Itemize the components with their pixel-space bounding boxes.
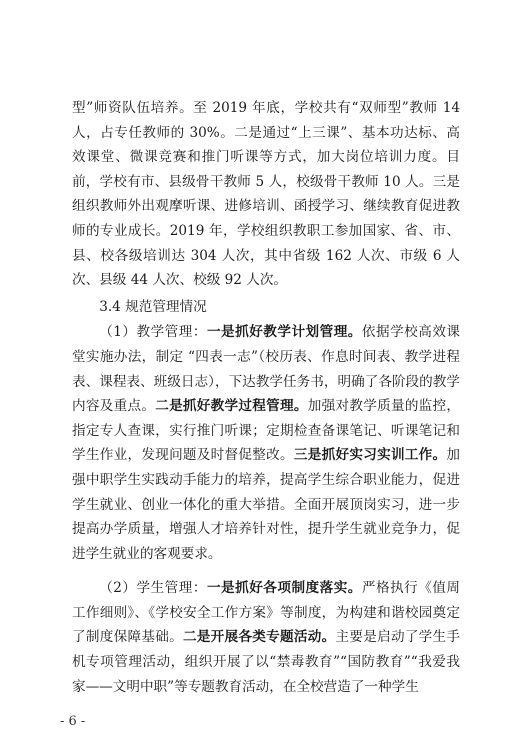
teaching-text-2: 加强对教学质量的监控，指定专人查课，实行推门听课；定期检查备课笔记、听课笔记和学生作业，发现问题及时督促整改。 [72,398,461,464]
section-heading: 3.4 规范管理情况 [99,298,207,315]
training-text: 型”师资队伍培养。至 2019 年底，学校共有“双师型”教师 14 人，占专任教师的 30%。二是通过“上三课”、基本功达标、高效课堂、微课竞赛和推门听课等方式，加大岗位培训力度。目前，学校有市、县级骨干教师 5 人，校级骨干教师 10 人。三是组织教师外出观摩听课、进修培训、函授学习、继续教育促进教师的专业成长。2019 年，学校组织教职工参加国家、省、市、县、校各级培训达 304 人次，其中省级 162 人次、市级 6 人次、县级 44 人次、校级 92 人次。 [72,100,460,289]
page-number: - 6 - [60,714,86,729]
teaching-point-3: 三是抓好实习实训工作。 [293,447,447,464]
student-management-paragraph [72,576,460,699]
teaching-text-1: 依据学校高效课堂实施办法，制定 “四表一志”（校历表、作息时间表、教学进程表、课程表、班级日志），下达教学任务书，明确了各阶段的教学内容及重点。 [72,324,461,415]
student-text-2: 主要是启动了学生手机专项管理活动，组织开展了以“禁毒教育”“国防教育”“我爱我家——文明中职”等专题教育活动，在全校营造了一种学生 [72,629,461,695]
paragraph-gap [72,566,460,576]
teaching-point-1: 一是抓好教学计划管理。 [206,324,362,341]
teaching-management-paragraph [72,320,460,566]
teaching-point-2: 二是抓好教学过程管理。 [155,398,308,415]
student-text-1: 严格执行《值周工作细则》、《学校安全工作方案》等制度，为构建和谐校园奠定了制度保障基础。 [72,580,461,646]
training-paragraph [72,96,460,293]
student-label: （2）学生管理： [99,580,207,597]
student-point-1: 一是抓好各项制度落实。 [206,580,362,597]
teaching-label: （1）教学管理： [99,324,207,341]
teaching-text-3: 加强中职学生实践动手能力的培养，提高学生综合职业能力，促进学生就业、创业一体化的重大举措。全面开展顶岗实习，进一步提高办学质量，增强人才培养针对性，提升学生就业竞争力，促进学生就业的客观要求。 [72,447,461,562]
student-point-2: 二是开展各类专题活动。 [182,629,336,646]
